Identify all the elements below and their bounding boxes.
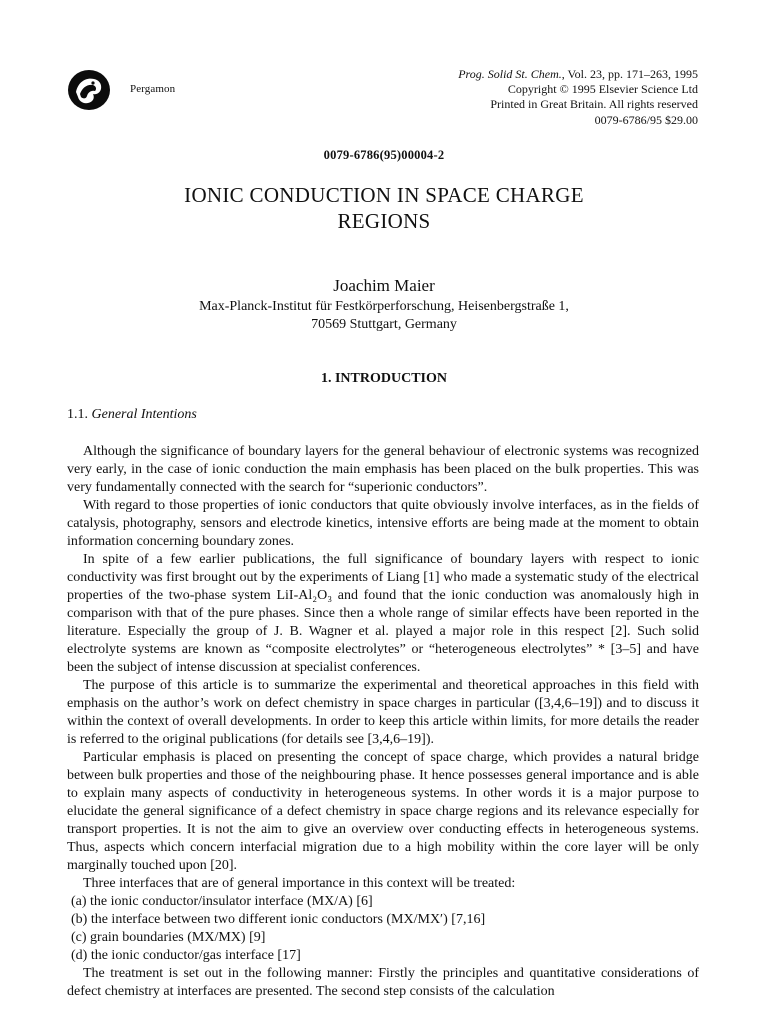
list-item: (c) grain boundaries (MX/MX) [9] [71,930,266,945]
subsection-number: 1.1. [67,407,92,422]
paragraph: In spite of a few earlier publications, the full significance of boundary layers with respect to ionic conductivity was first brought out by the experiments of Liang [1] who made a systematic study of the electrical properties of the two-phase system LiI-Al₂O₃ and found that the ionic conduction was anomalously high in comparison with that of the pure phases. Since then a whole range of similar effects have been reported in the literature. Especially the group of J. B. Wagner et al. played a major role in this respect [2]. Such solid electrolyte systems are known as “composite electrolytes” or “heterogeneous electrolytes” * [3–5] and have been the subject of intense discussion at specialist conferences. [67,552,699,675]
copyright-line: Copyright © 1995 Elsevier Science Ltd [507,82,698,97]
title-line-1: IONIC CONDUCTION IN SPACE CHARGE [184,183,584,207]
paragraph: Particular emphasis is placed on presenting the concept of space charge, which provides a natural bridge between bulk properties and those of the neighbouring phase. It hence possesses general importance and is able to explain many aspects of conductivity in heterogeneous systems. In other words it is a major purpose to elucidate the general significance of a defect chemistry in space charge regions and its relevance especially for transport properties. It is not the aim to give an overview over conducting effects in heterogeneous systems. Thus, aspects which concern interfacial migration due to a high mobility within the core layer will be only marginally touched upon [20]. [67,750,699,873]
issn-price: 0079-6786/95 $29.00 [594,112,698,127]
paragraph: With regard to those properties of ionic conductors that quite obviously involve interfaces, as in the fields of catalysis, photography, sensors and electrode kinetics, intensive efforts are being made at the moment to obtain information concerning boundary zones. [67,498,699,549]
paragraph: Although the significance of boundary layers for the general behaviour of electronic systems was recognized very early, in the case of ionic conduction the main emphasis has been placed on the bulk properties. This was very fundamentally connected with the search for “superionic conductors”. [67,444,699,495]
interface-list [67,893,699,965]
section-heading: 1. INTRODUCTION [320,371,447,386]
body-text [67,443,699,1001]
publisher-name: Pergamon [130,83,176,95]
author-affiliation [0,298,768,334]
article-title [0,182,768,234]
paragraph: The treatment is set out in the following manner: Firstly the principles and quantitative considerations of defect chemistry at interfaces are presented. The second step consists of the calculation [67,966,699,999]
title-line-2: REGIONS [337,209,431,233]
paragraph: Three interfaces that are of general importance in this context will be treated: [83,876,516,891]
list-item: (a) the ionic conductor/insulator interface (MX/A) [6] [71,894,373,909]
affiliation-line-1: Max-Planck-Institut für Festkörperforschung, Heisenbergstraße 1, [199,299,569,314]
article-identifier: 0079-6786(95)00004-2 [323,148,445,162]
printed-line: Printed in Great Britain. All rights reserved [490,97,698,112]
affiliation-line-2: 70569 Stuttgart, Germany [311,317,457,332]
journal-name: Prog. Solid St. Chem. [458,67,562,81]
subsection-title: General Intentions [91,407,197,422]
journal-volume: , Vol. 23, pp. 171–263, 1995 [561,67,698,81]
journal-citation [458,67,698,82]
list-item: (b) the interface between two different ionic conductors (MX/MX′) [7,16] [71,912,486,927]
subsection-heading [67,407,197,423]
pergamon-logo-icon [66,68,112,112]
author-name: Joachim Maier [333,276,435,295]
list-item: (d) the ionic conductor/gas interface [17] [71,948,301,963]
journal-info [458,67,698,128]
paragraph: The purpose of this article is to summarize the experimental and theoretical approaches in this field with emphasis on the author’s work on defect chemistry in space charges in particular ([3,4,6–19]) and to discuss it within the context of overall developments. In order to keep this article within limits, for more details the reader is referred to the original publications (for details see [3,4,6–19]). [67,678,699,747]
